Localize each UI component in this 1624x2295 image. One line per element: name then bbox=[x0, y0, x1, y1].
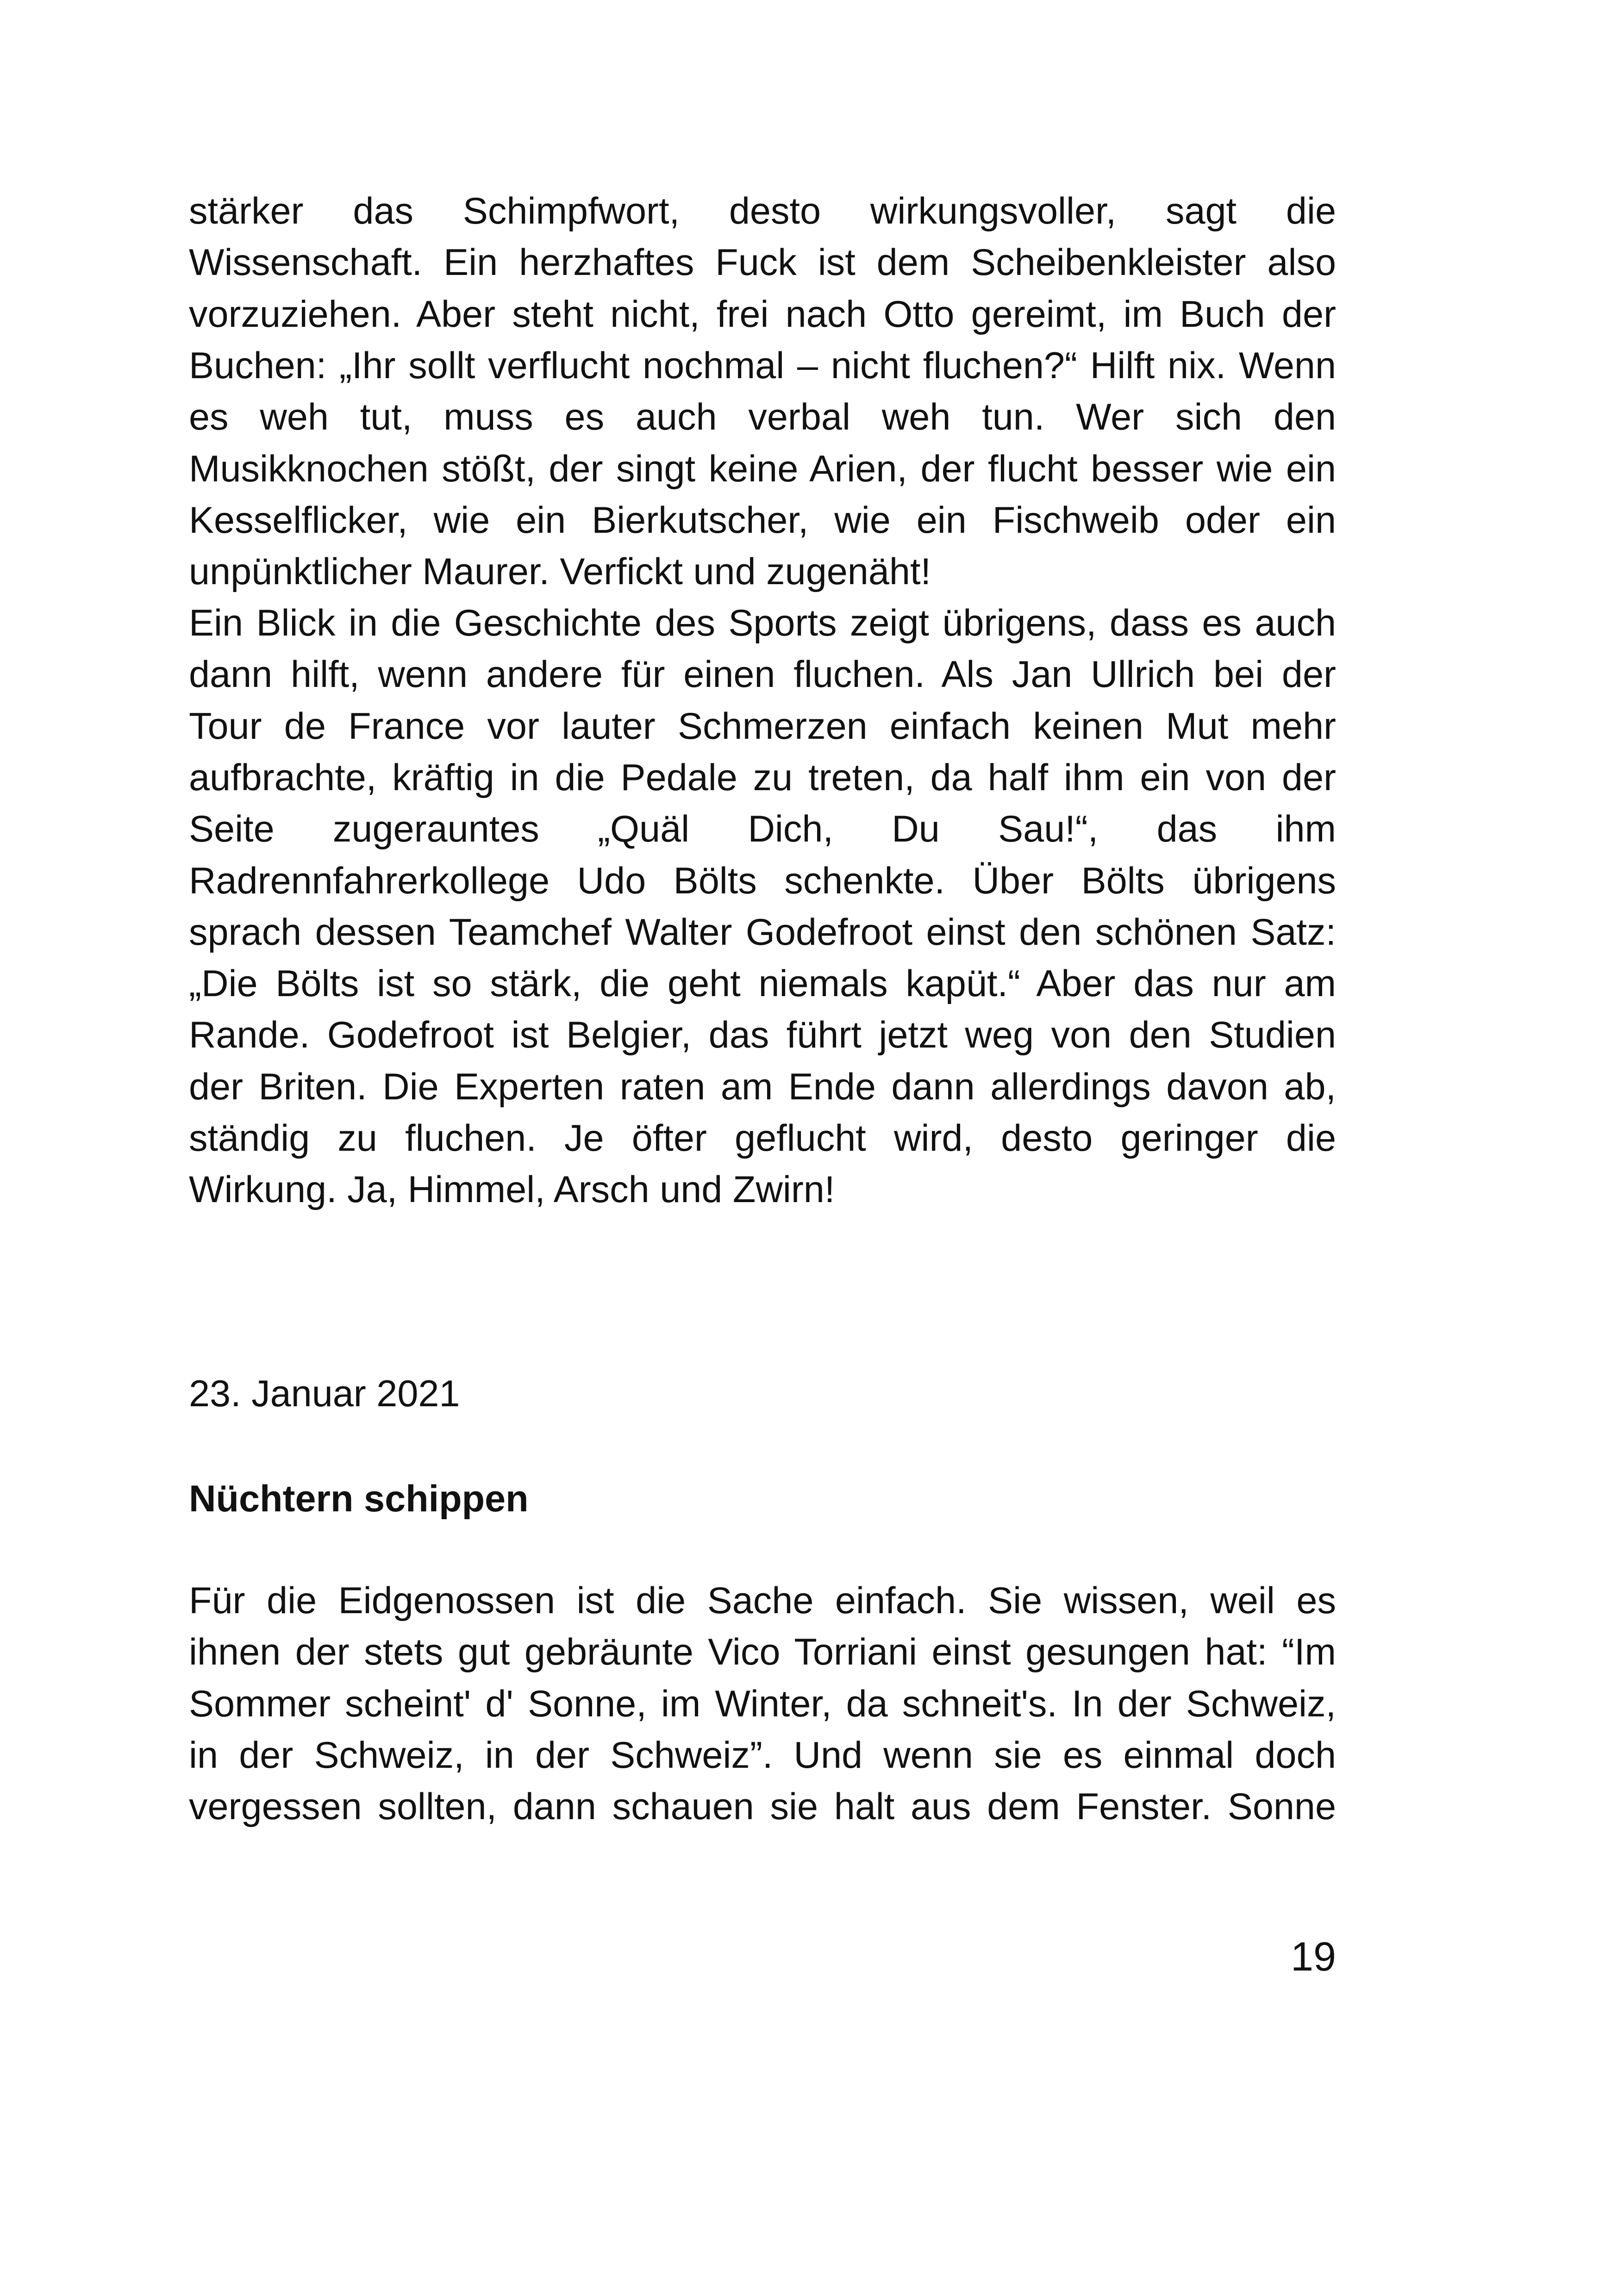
text-line: vergessen sollten, dann schauen sie halt aus dem Fenster. Sonne bbox=[189, 1786, 1336, 1828]
page-number: 19 bbox=[1291, 1933, 1336, 1979]
text-line: Sommer scheint' d' Sonne, im Winter, da schneit's. In der Schweiz, bbox=[189, 1683, 1336, 1725]
date-line: 23. Januar 2021 bbox=[189, 1373, 460, 1415]
text-line: vorzuziehen. Aber steht nicht, frei nach Otto gereimt, im Buch der bbox=[189, 293, 1336, 335]
text-line: aufbrachte, kräftig in die Pedale zu treten, da half ihm ein von der bbox=[189, 756, 1336, 798]
text-line: ihnen der stets gut gebräunte Vico Torriani einst gesungen hat: “Im bbox=[189, 1631, 1336, 1673]
text-line: der Briten. Die Experten raten am Ende dann allerdings davon ab, bbox=[189, 1066, 1336, 1108]
text-line: Musikknochen stößt, der singt keine Arien, der flucht besser wie ein bbox=[189, 448, 1336, 490]
text-line: in der Schweiz, in der Schweiz”. Und wenn sie es einmal doch bbox=[189, 1734, 1336, 1776]
text-line: ständig zu fluchen. Je öfter geflucht wird, desto geringer die bbox=[189, 1117, 1336, 1159]
text-line: Buchen: „Ihr sollt verflucht nochmal – nicht fluchen?“ Hilft nix. Wenn bbox=[189, 344, 1336, 387]
text-line: „Die Bölts ist so stärk, die geht niemals kapüt.“ Aber das nur am bbox=[189, 963, 1336, 1005]
text-line: Tour de France vor lauter Schmerzen einfach keinen Mut mehr bbox=[189, 705, 1336, 747]
text-line: Kesselflicker, wie ein Bierkutscher, wie ein Fischweib oder ein bbox=[189, 499, 1336, 541]
text-line: stärker das Schimpfwort, desto wirkungsvoller, sagt die bbox=[189, 190, 1336, 232]
section-heading: Nüchtern schippen bbox=[189, 1478, 529, 1520]
text-line: Seite zugerauntes „Quäl Dich, Du Sau!“, das ihm bbox=[189, 808, 1336, 850]
text-line: Wirkung. Ja, Himmel, Arsch und Zwirn! bbox=[189, 1169, 835, 1211]
text-line: dann hilft, wenn andere für einen fluchen. Als Jan Ullrich bei der bbox=[189, 654, 1336, 696]
text-line: Für die Eidgenossen ist die Sache einfach. Sie wissen, weil es bbox=[189, 1580, 1336, 1621]
text-line: unpünktlicher Maurer. Verfickt und zugenäht! bbox=[189, 551, 931, 593]
text-line: sprach dessen Teamchef Walter Godefroot einst den schönen Satz: bbox=[189, 911, 1336, 953]
text-line: Radrennfahrerkollege Udo Bölts schenkte. Über Bölts übrigens bbox=[189, 860, 1336, 902]
text-line: Ein Blick in die Geschichte des Sports zeigt übrigens, dass es auch bbox=[189, 602, 1336, 644]
text-line: es weh tut, muss es auch verbal weh tun. Wer sich den bbox=[189, 396, 1336, 438]
text-line: Rande. Godefroot ist Belgier, das führt jetzt weg von den Studien bbox=[189, 1014, 1336, 1056]
text-line: Wissenschaft. Ein herzhaftes Fuck ist dem Scheibenkleister also bbox=[189, 242, 1336, 284]
